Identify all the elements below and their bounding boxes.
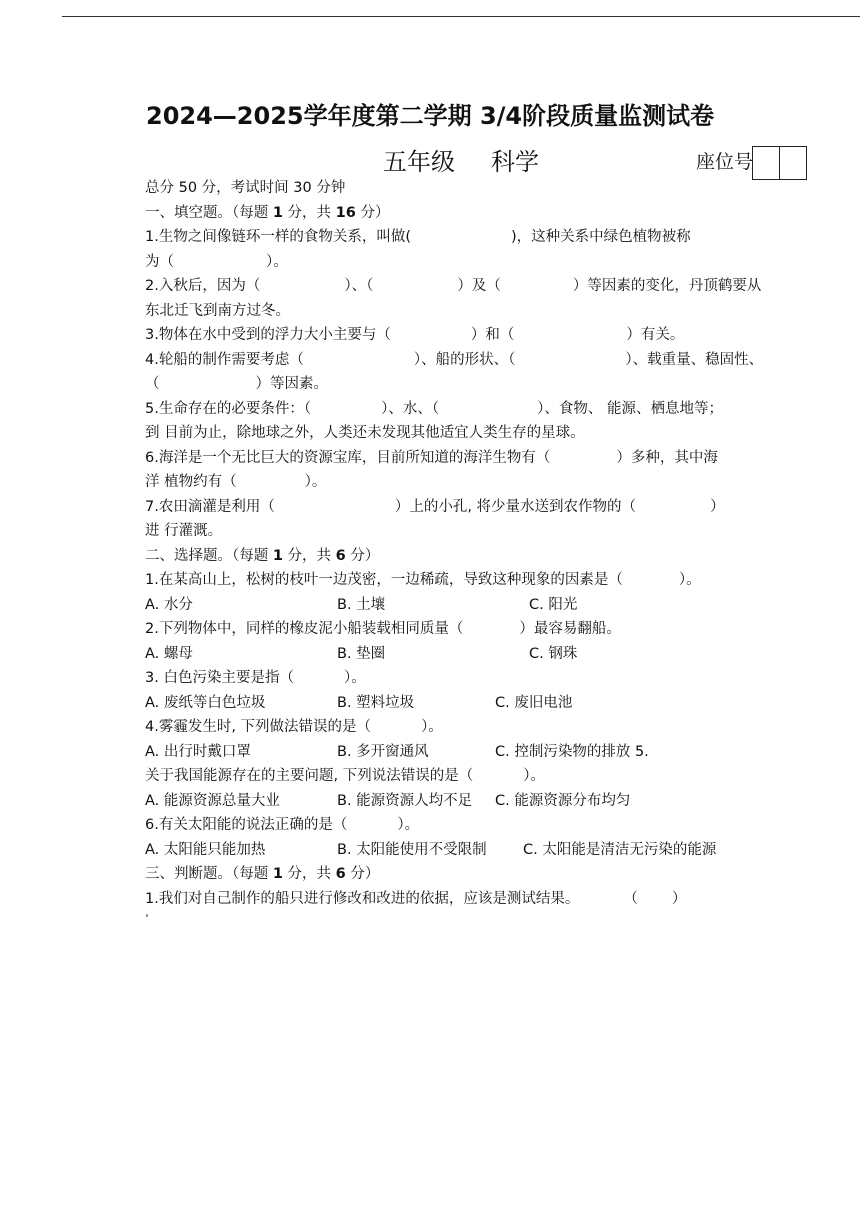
option-b[interactable]: B. 土壤	[337, 596, 386, 613]
fill-question-7: 7.农田滴灌是利用（ ）上的小孔, 将少量水送到农作物的（ ）	[145, 498, 725, 515]
choice-question-3: 3. 白色污染主要是指（ ）。	[145, 670, 366, 686]
subject-label: 科学	[491, 148, 539, 176]
choice-options-5	[145, 789, 805, 814]
fill-question-4-cont: （ ）等因素。	[145, 376, 328, 392]
fill-question-4: 4.轮船的制作需要考虑（ ）、船的形状、（ ）、载重量、稳固性、	[145, 351, 764, 368]
fill-question-6-cont: 洋 植物约有（ ）。	[145, 474, 327, 490]
section-1-heading: 一、填空题。（每题 1 分，共 16 分）	[145, 204, 390, 221]
option-b[interactable]: B. 垫圈	[337, 645, 386, 662]
fill-question-1: 1.生物之间像链环一样的食物关系，叫做( )，这种关系中绿色植物被称	[145, 229, 691, 245]
exam-title: 2024—2025学年度第二学期 3/4阶段质量监测试卷	[146, 102, 715, 130]
choice-question-2: 2.下列物体中，同样的橡皮泥小船装载相同质量（ ）最容易翻船。	[145, 621, 621, 637]
choice-question-6: 6.有关太阳能的说法正确的是（ ）。	[145, 817, 420, 833]
option-b[interactable]: B. 多开窗通风	[337, 743, 429, 760]
option-a[interactable]: A. 太阳能只能加热	[145, 841, 266, 858]
seat-box[interactable]	[779, 146, 807, 180]
exam-subtitle	[383, 142, 539, 177]
exam-info: 总分 50 分，考试时间 30 分钟	[145, 180, 346, 196]
option-a[interactable]: A. 能源资源总量大业	[145, 792, 280, 809]
fill-question-7-cont: 进 行灌溉。	[145, 523, 223, 539]
seat-number	[696, 140, 807, 180]
exam-body	[145, 176, 805, 911]
choice-question-1: 1.在某高山上，松树的枝叶一边茂密，一边稀疏，导致这种现象的因素是（ ）。	[145, 572, 701, 588]
choice-options-3	[145, 691, 805, 716]
seat-label: 座位号	[696, 151, 754, 173]
fill-question-2: 2.入秋后，因为（ ）、（ ）及（ ）等因素的变化，丹顶鹤要从	[145, 278, 762, 294]
option-a[interactable]: A. 水分	[145, 596, 193, 613]
choice-question-4: 4.雾霾发生时, 下列做法错误的是（ ）。	[145, 719, 443, 735]
option-b[interactable]: B. 能源资源人均不足	[337, 792, 473, 809]
section-2-heading: 二、选择题。（每题 1 分，共 6 分）	[145, 547, 380, 564]
top-rule	[62, 16, 860, 17]
option-a[interactable]: A. 出行时戴口罩	[145, 743, 251, 760]
choice-options-6	[145, 838, 805, 863]
fill-question-2-cont: 东北迁飞到南方过冬。	[145, 302, 290, 319]
fill-question-3: 3.物体在水中受到的浮力大小主要与（ ）和（ ）有关。	[145, 327, 685, 343]
section-3-heading: 三、判断题。（每题 1 分，共 6 分）	[145, 866, 380, 882]
option-a[interactable]: A. 螺母	[145, 645, 193, 662]
option-c[interactable]: C. 控制污染物的排放 5.	[495, 743, 649, 760]
page-mark	[146, 914, 148, 917]
option-c[interactable]: C. 太阳能是清洁无污染的能源	[523, 841, 717, 858]
option-b[interactable]: B. 塑料垃圾	[337, 694, 415, 711]
seat-box[interactable]	[752, 146, 780, 180]
option-c[interactable]: C. 废旧电池	[495, 694, 573, 711]
choice-question-5: 关于我国能源存在的主要问题, 下列说法错误的是（ ）。	[145, 768, 545, 784]
fill-question-5-cont: 到 目前为止，除地球之外，人类还未发现其他适宜人类生存的星球。	[145, 425, 585, 441]
choice-options-4	[145, 740, 805, 765]
option-c[interactable]: C. 能源资源分布均匀	[495, 792, 631, 809]
option-b[interactable]: B. 太阳能使用不受限制	[337, 841, 487, 858]
grade-label: 五年级	[383, 148, 455, 176]
choice-options-1	[145, 593, 805, 618]
judge-question-1: 1.我们对自己制作的船只进行修改和改进的依据，应该是测试结果。 （ ）	[145, 890, 687, 907]
fill-question-6: 6.海洋是一个无比巨大的资源宝库，目前所知道的海洋生物有（ ）多种，其中海	[145, 449, 718, 466]
fill-question-1-cont: 为（ ）。	[145, 253, 288, 270]
option-c[interactable]: C. 钢珠	[529, 645, 578, 662]
fill-question-5: 5.生命存在的必要条件：（ ）、水、（ ）、食物、 能源、栖息地等；	[145, 400, 723, 417]
option-c[interactable]: C. 阳光	[529, 596, 578, 613]
choice-options-2	[145, 642, 805, 667]
option-a[interactable]: A. 废纸等白色垃圾	[145, 694, 266, 711]
